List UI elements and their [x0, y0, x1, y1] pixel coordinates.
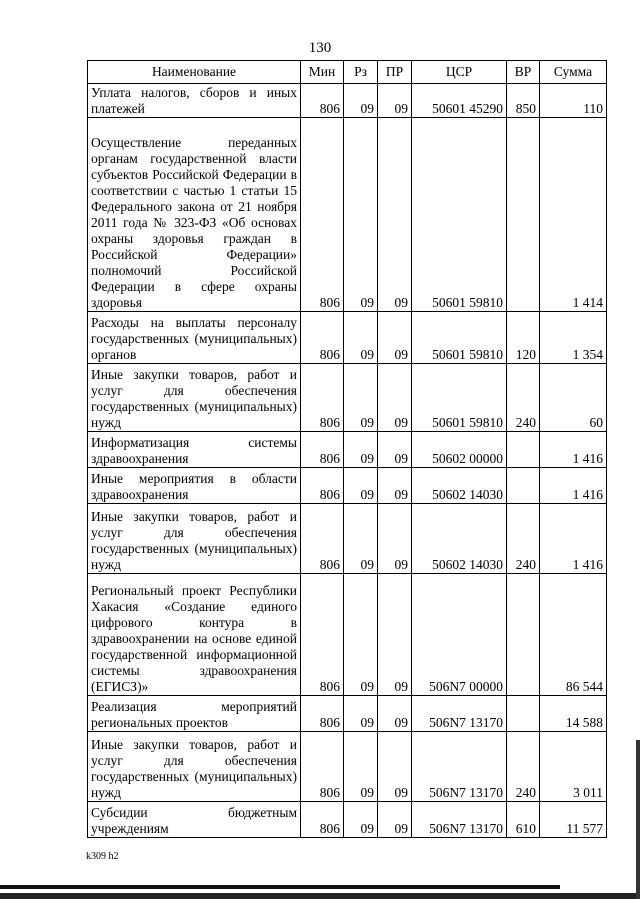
- row-pr: 09: [378, 504, 412, 574]
- table-row: [88, 118, 607, 312]
- row-pr: 09: [378, 118, 412, 312]
- row-rz: 09: [344, 432, 378, 468]
- row-name: Иные закупки товаров, работ и услуг для обеспечения государственных (муниципальных) нужд: [88, 504, 301, 574]
- row-name: Уплата налогов, сборов и иных платежей: [88, 84, 301, 118]
- row-rz: 09: [344, 802, 378, 838]
- row-name: Осуществление переданных органам государственной власти субъектов Российской Федерации в соответствии с частью 1 статьи 15 Федерального закона от 21 ноября 2011 года № 323-ФЗ «Об основах охраны здоровья граждан в Российской Федерации» полномочий Российской Федерации в сфере охраны здоровья: [88, 118, 301, 312]
- table-row: [88, 802, 607, 838]
- header-pr: ПР: [378, 61, 412, 84]
- table-header-row: [88, 61, 607, 84]
- row-min: 806: [301, 732, 344, 802]
- row-rz: 09: [344, 312, 378, 364]
- row-csr: 50601 59810: [412, 364, 507, 432]
- table-row: [88, 364, 607, 432]
- row-pr: 09: [378, 732, 412, 802]
- row-pr: 09: [378, 432, 412, 468]
- row-min: 806: [301, 802, 344, 838]
- header-rz: Рз: [344, 61, 378, 84]
- budget-table: [87, 60, 607, 838]
- row-min: 806: [301, 312, 344, 364]
- row-vr: 610: [507, 802, 540, 838]
- row-sum: 1 416: [540, 504, 607, 574]
- row-min: 806: [301, 468, 344, 504]
- header-csr: ЦСР: [412, 61, 507, 84]
- row-csr: 506N7 13170: [412, 802, 507, 838]
- scan-border-line: [0, 885, 560, 889]
- row-min: 806: [301, 574, 344, 696]
- table-row: [88, 696, 607, 732]
- row-name: Иные мероприятия в области здравоохранения: [88, 468, 301, 504]
- row-pr: 09: [378, 468, 412, 504]
- row-vr: 120: [507, 312, 540, 364]
- row-rz: 09: [344, 504, 378, 574]
- header-sum: Сумма: [540, 61, 607, 84]
- row-pr: 09: [378, 84, 412, 118]
- row-vr: [507, 574, 540, 696]
- row-sum: 60: [540, 364, 607, 432]
- row-min: 806: [301, 84, 344, 118]
- row-sum: 1 416: [540, 432, 607, 468]
- table-row: [88, 732, 607, 802]
- row-rz: 09: [344, 364, 378, 432]
- row-name: Иные закупки товаров, работ и услуг для обеспечения государственных (муниципальных) нужд: [88, 732, 301, 802]
- table-row: [88, 504, 607, 574]
- row-pr: 09: [378, 364, 412, 432]
- row-csr: 506N7 13170: [412, 696, 507, 732]
- row-name: Расходы на выплаты персоналу государственных (муниципальных) органов: [88, 312, 301, 364]
- table-row: [88, 468, 607, 504]
- row-vr: 850: [507, 84, 540, 118]
- row-vr: 240: [507, 732, 540, 802]
- row-csr: 50602 14030: [412, 468, 507, 504]
- row-csr: 50601 59810: [412, 312, 507, 364]
- row-vr: [507, 118, 540, 312]
- row-min: 806: [301, 696, 344, 732]
- row-min: 806: [301, 118, 344, 312]
- row-rz: 09: [344, 574, 378, 696]
- row-name: Реализация мероприятий региональных проектов: [88, 696, 301, 732]
- table-row: [88, 84, 607, 118]
- header-vr: ВР: [507, 61, 540, 84]
- header-name: Наименование: [88, 61, 301, 84]
- table-body: [88, 84, 607, 838]
- row-name: Субсидии бюджетным учреждениям: [88, 802, 301, 838]
- row-name: Региональный проект Республики Хакасия «Создание единого цифрового контура в здравоохранении на основе единой государственной информационной системы здравоохранения (ЕГИСЗ)»: [88, 574, 301, 696]
- row-csr: 50601 59810: [412, 118, 507, 312]
- scan-border-line: [0, 893, 640, 899]
- row-sum: 14 588: [540, 696, 607, 732]
- row-csr: 50602 14030: [412, 504, 507, 574]
- row-sum: 11 577: [540, 802, 607, 838]
- row-pr: 09: [378, 696, 412, 732]
- table-row: [88, 312, 607, 364]
- row-sum: 1 414: [540, 118, 607, 312]
- row-csr: 506N7 13170: [412, 732, 507, 802]
- row-vr: 240: [507, 364, 540, 432]
- row-rz: 09: [344, 696, 378, 732]
- row-rz: 09: [344, 84, 378, 118]
- row-name: Информатизация системы здравоохранения: [88, 432, 301, 468]
- row-sum: 110: [540, 84, 607, 118]
- row-pr: 09: [378, 802, 412, 838]
- row-vr: 240: [507, 504, 540, 574]
- header-min: Мин: [301, 61, 344, 84]
- row-pr: 09: [378, 574, 412, 696]
- row-name: Иные закупки товаров, работ и услуг для обеспечения государственных (муниципальных) нужд: [88, 364, 301, 432]
- row-vr: [507, 432, 540, 468]
- row-sum: 1 354: [540, 312, 607, 364]
- page-number: 130: [308, 40, 332, 56]
- row-csr: 506N7 00000: [412, 574, 507, 696]
- row-vr: [507, 468, 540, 504]
- row-rz: 09: [344, 732, 378, 802]
- row-pr: 09: [378, 312, 412, 364]
- row-min: 806: [301, 432, 344, 468]
- table-row: [88, 432, 607, 468]
- row-sum: 1 416: [540, 468, 607, 504]
- row-sum: 86 544: [540, 574, 607, 696]
- row-vr: [507, 696, 540, 732]
- row-min: 806: [301, 364, 344, 432]
- table-row: [88, 574, 607, 696]
- scan-border-line: [636, 740, 640, 899]
- row-rz: 09: [344, 468, 378, 504]
- row-csr: 50602 00000: [412, 432, 507, 468]
- row-rz: 09: [344, 118, 378, 312]
- row-min: 806: [301, 504, 344, 574]
- document-code: k309 h2: [86, 851, 119, 862]
- row-csr: 50601 45290: [412, 84, 507, 118]
- row-sum: 3 011: [540, 732, 607, 802]
